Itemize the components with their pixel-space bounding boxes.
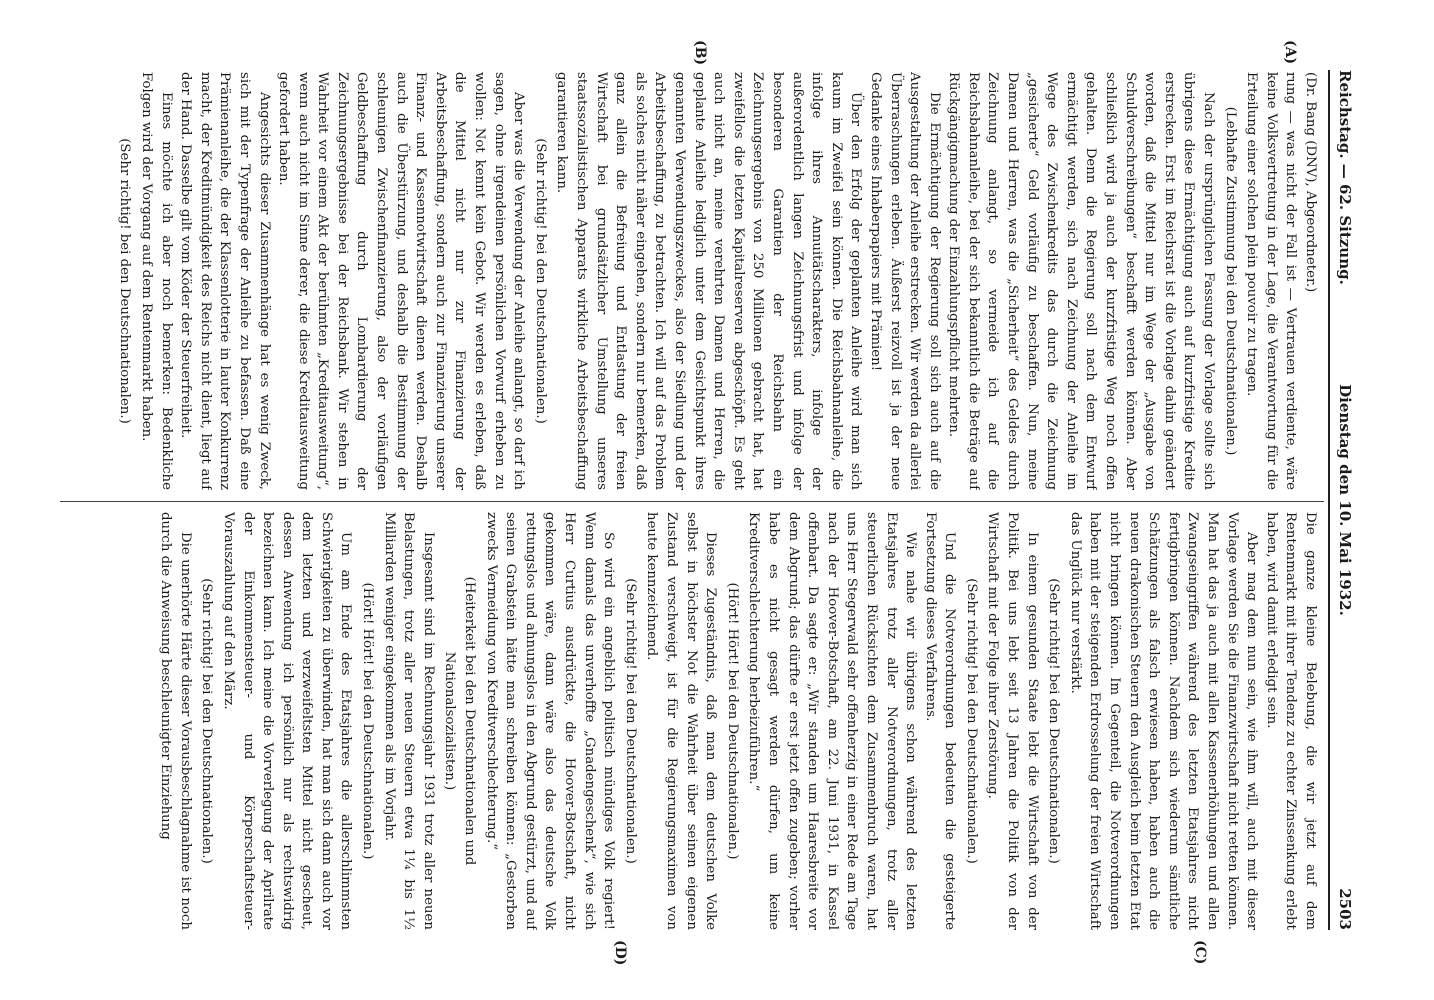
interjection: (Sehr richtig! bei den Deutschnationalen.) <box>199 578 215 864</box>
paragraph: Insgesamt sind im Rechnungsjahr 1931 trotz aller neuen Belastungen, trotz aller neuen Steuern etwa 1¼ bis 1½ Milliarden weniger eingekommen als im Vorjahr. <box>381 512 436 930</box>
margin-letter-d: (D) <box>612 940 628 966</box>
paragraph: Nach der ursprünglichen Fassung der Vorlage sollte sich übrigens diese Ermächtigung auch auf kurzfristige Kredite erstrecken. Erst im Reichsrat ist die Vorlage dahin geändert worden, daß die Mittel nur im Wege der „Ausgabe von Schuldverschreibungen“ beschafft werden können. Aber schließlich wird ja auch der kurzfristige Weg noch offen gehalten. Denn die Regierung soll nach dem Entwurf ermächtigt werden, sich nach Zeichnung der Anleihe im Wege des Zwischenkredits das durch die Zeichnung „gesicherte“ Geld vorläufig zu beschaffen. Nun, meine Damen und Herren, was die „Sicherheit“ des Geldes durch Zeichnung anlangt, so vermeide ich auf die Reichsbahnanleihe, bei der sich bekanntlich die Beträge auf Rückgängigmachung der Einzahlungspflicht mehrten. <box>946 72 1217 490</box>
header-rule <box>1328 70 1330 930</box>
interjection: (Lebhafte Zustimmung bei den Deutschnationalen.) <box>1222 106 1238 456</box>
paragraph: Eines möchte ich aber noch bemerken: Bedenkliche Folgen wird der Vorgang auf dem Rentenmarkt haben. <box>138 72 174 490</box>
header-session: Reichstag. — 62. Sitzung. <box>1336 70 1354 285</box>
paragraph: Die ganze kleine Belebung, die wir jetzt auf dem Rentenmarkt mit ihrer Tendenz zu echter Zinssenkung erlebt haben, wird damit erledigt sein. <box>1263 512 1318 930</box>
interjection: (Sehr richtig! bei den Deutschnationalen.) <box>117 138 133 424</box>
column-divider <box>60 501 1324 502</box>
interjection: (Sehr richtig! bei den Deutschnationalen.) <box>622 578 638 864</box>
margin-letter-b: (B) <box>692 40 708 66</box>
interjection: (Heiterkeit bei den Deutschnationalen und Nationalsozialisten.) <box>442 576 478 866</box>
interjection: (Hört! Hört! bei den Deutschnationalen.) <box>724 582 740 860</box>
paragraph: Um am Ende des Etatsjahres die allerschlimmsten Schwierigkeiten zu überwinden, hat man sich dann auch vor dem letzten und verzweifeltsten Mittel nicht gescheut, dessen Anwendung ich persönlich nur als rechtswidrig bezeichnen kann. Ich meine die Vorverlegung der Aprilrate der Einkommensteuer- und Körperschaftsteuer-Vorauszahlung auf den März. <box>220 512 354 930</box>
paragraph: Wie nahe wir übrigens schon während des letzten Etatsjahres trotz aller Notverordnungen, trotz aller steuerlichen Rücksichten dem Zusammenbruch waren, hat uns Herr Stegerwald sehr offenherzig in einer Rede am Tage nach der Hoover-Botschaft, am 22. Juni 1931, in Kassel offenbart. Da sagte er: „Wir standen um Haaresbreite vor dem Abgrund; das dürfte er erst jetzt offen zugeben; vorher habe es nicht gesagt werden dürfen, um keine Kreditverschlechterung herbeizuführen.“ <box>746 512 919 930</box>
paragraph: In einem gesunden Staate lebt die Wirtschaft von der Politik. Bei uns lebt seit 13 Jahren die Politik von der Wirtschaft mit der Folge ihrer Zerstörung. <box>985 512 1040 930</box>
margin-letter-a: (A) <box>1282 40 1298 65</box>
left-column <box>60 72 1320 490</box>
paragraph: Angesichts dieser Zusammenhänge hat es wenig Zweck, sich mit der Typenfrage der Anleihe zu befassen. Daß eine Prämienanleihe, die der Klassenlotterie in lauter Konkurrenz macht, der Kreditmündigkeit des Reichs nicht dient, liegt auf der Hand. Dasselbe gilt vom Köder der Steuerfreiheit. <box>178 72 272 490</box>
paragraph: Aber mag dem nun sein, wie ihm will, auch mit dieser Vorlage werden Sie die Finanzwirtschaft nicht retten können. Man hat das ja auch mit allen Kassenerhöhungen und allen Zwangseingriffen während des letzten Etatsjahres nicht fertigbringen können. Nachdem sich wiederum sämtliche Schätzungen als falsch erwiesen haben, haben auch die neuen drakonischen Steuern den Ausgleich beim letzten Etat nicht bringen können. Im Gegenteil, die Notverordnungen haben mit der steigenden Erdrosselung der freien Wirtschaft das Unglück nur verstärkt. <box>1067 512 1260 930</box>
paragraph: (Dr. Bang (DNV), Abgeordneter.) <box>1303 72 1318 293</box>
paragraph: Und die Notverordnungen bedeuten die gesteigerte Fortsetzung dieses Verfahrens. <box>922 512 958 930</box>
paragraph: So wird ein angeblich politisch mündiges Volk regiert! Wenn damals das unverhoffte „Gnadengeschenk“, wie sich Herr Curtius ausdrückte, die Hoover-Botschaft, nicht gekommen wäre, dann wäre also das deutsche Volk rettungslos und ahnungslos in den Abgrund gestürzt, und auf seinen Grabstein hätte man schreiben können: „Gestorben zwecks Vermeidung von Kreditverschlechterung.“ <box>483 512 617 930</box>
paragraph: Die unerhörte Härte dieser Vorausbeschlagnahme ist noch durch die Anweisung beschleunigter Einziehung <box>158 512 193 930</box>
paragraph: Aber was die Verwendung der Anleihe anlangt, so darf ich sagen, ohne irgendeinen persönlichen Vorwurf erheben zu wollen: Not kennt kein Gebot. Wir werden es erleben, daß die Mittel nicht nur zur Finanzierung der Arbeitsbeschaffung, sondern auch zur Finanzierung unserer Finanz- und Kassennotwirtschaft dienen werden. Deshalb auch die Überstürzung, und deshalb die Bestimmung der schleunigen Zwischenfinanzierung, also der vorläufigen Geldbeschaffung durch Lombardierung der Zeichnungsergebnisse bei der Reichsbank. Wir stehen in Wahrheit vor einem Akt der berühmten „Kreditausweitung“, wenn auch nicht im Sinne derer, die diese Kreditausweitung gefordert haben. <box>276 72 527 490</box>
page-number: 2503 <box>1336 888 1354 930</box>
paragraph: Dieses Zugeständnis, daß man dem deutschen Volke selbst in höchster Not die Wahrheit über seinen eigenen Zustand verschweigt, ist für die Regierungsmaximen von heute kennzeichnend. <box>644 512 719 930</box>
right-column <box>60 512 1320 930</box>
paragraph: Die Ermächtigung der Regierung soll sich auch auf die Ausgestaltung der Anleihe erstrecken. Wir werden da allerlei Überraschungen erleben. Äußerst reizvoll ist ja der neue Gedanke eines Inhaberpapiers mit Prämien! <box>867 72 942 490</box>
header-date: Dienstag den 10. Mai 1932. <box>1336 384 1354 616</box>
page-header <box>1330 70 1354 930</box>
interjection: (Sehr richtig! bei den Deutschnationalen.) <box>532 138 548 424</box>
paragraph: rung — was nicht der Fall ist — Vertrauen verdiente, wäre keine Volksvertretung in der Lage, die Verantwortung für die Erteilung einer solchen plein pouvoir zu tragen. <box>1244 72 1299 490</box>
interjection: (Sehr richtig! bei den Deutschnationalen.) <box>1046 578 1062 864</box>
margin-letter-c: (C) <box>1192 940 1208 965</box>
paragraph: Über den Erfolg der geplanten Anleihe wird man sich kaum im Zweifel sein können. Die Reichsbahnanleihe, die infolge ihres Annuitätscharakters, infolge der außerordentlich langen Zeichnungsfrist und infolge der besonderen Garantien der Reichsbahn ein Zeichnungsergebnis von 250 Millionen gebracht hat, hat zweifellos die letzten Kapitalreserven abgeschöpft. Es geht auch nicht an, meine verehrten Damen und Herren, die geplante Anleihe lediglich unter dem Gesichtspunkt ihres genannten Verwendungszweckes, also der Siedlung und der Arbeitsbeschaffung, zu betrachten. Ich will auf das Problem als solches nicht näher eingehen, sondern nur bemerken, daß ganz allein die Befreiung und Entlastung der freien Wirtschaft bei grundsätzlicher Umstellung unseres staatssozialistischen Apparats wirkliche Arbeitsbeschaffung garantieren kann. <box>554 72 864 490</box>
interjection: (Sehr richtig! bei den Deutschnationalen.) <box>963 578 979 864</box>
interjection: (Hört! Hört! bei den Deutschnationalen.) <box>360 582 376 860</box>
